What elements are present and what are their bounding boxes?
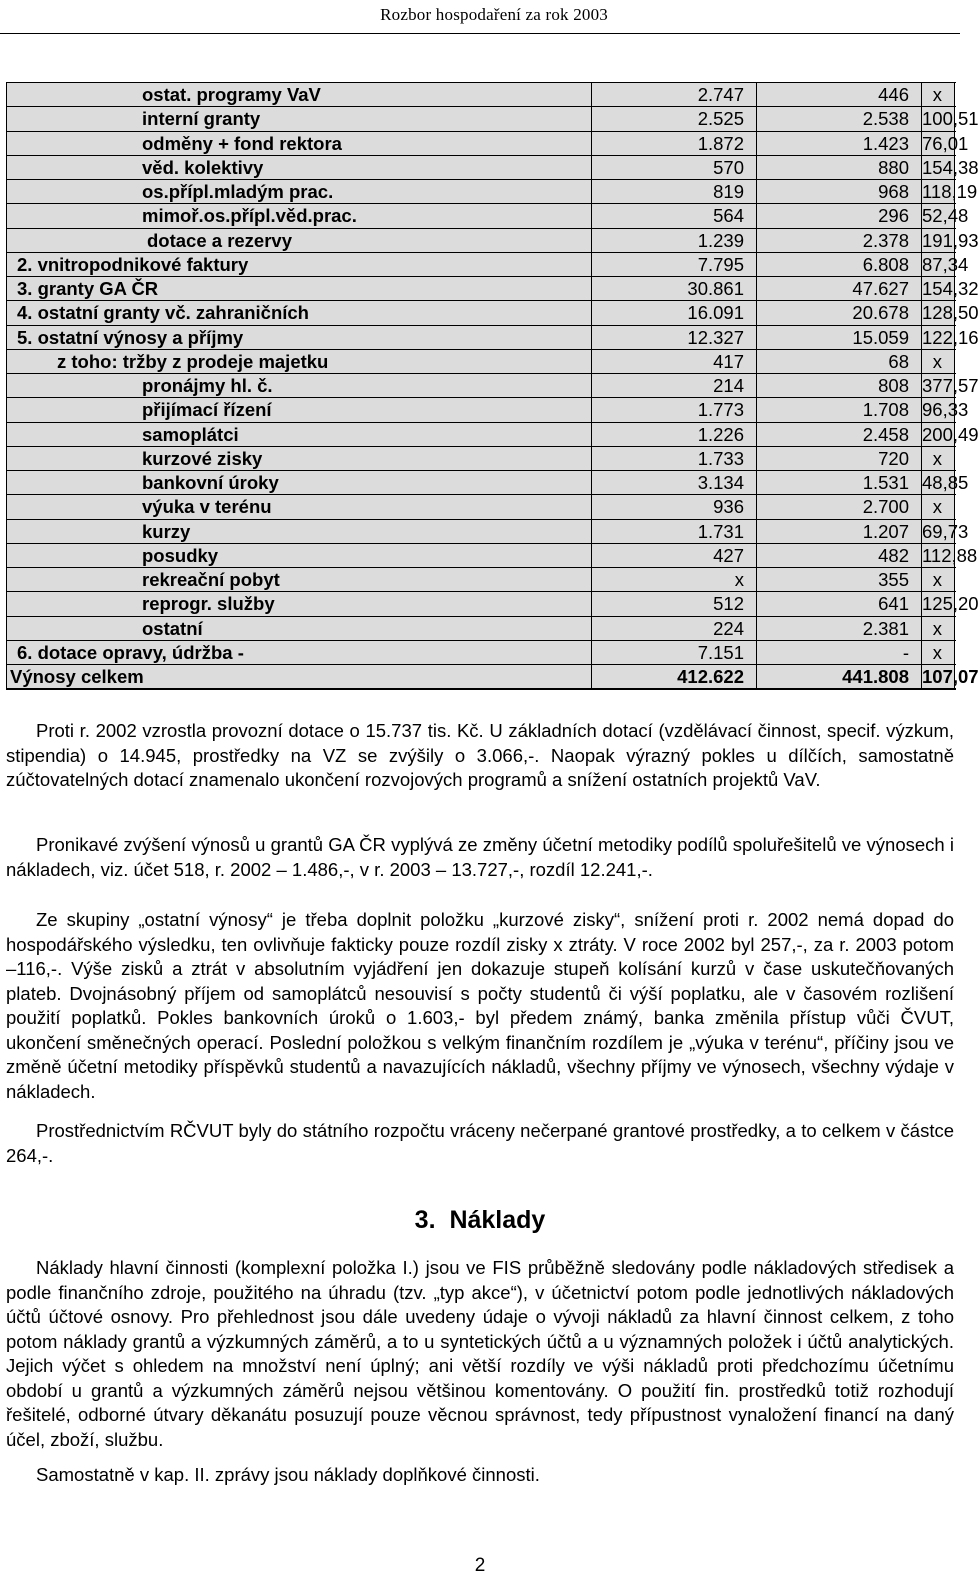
value-index: 154,32 [922,278,979,300]
section-title: Náklady [449,1206,546,1234]
value-index: x [922,83,955,107]
value-2003: 720 [757,446,922,470]
value-2002: x [592,568,757,592]
value-2002: 1.731 [592,519,757,543]
value-2002: 819 [592,180,757,204]
value-2003: 355 [757,568,922,592]
page-number: 2 [474,1555,486,1576]
value-2003: 2.378 [757,228,922,252]
value-index: 48,85 [922,472,969,494]
row-label: věd. kolektivy [7,155,592,179]
value-2003: 641 [757,592,922,616]
value-2003: 2.538 [757,107,922,131]
table-row [7,422,955,446]
value-index: 107,07 [922,665,955,690]
value-2002: 417 [592,349,757,373]
row-label: odměny + fond rektora [7,131,592,155]
value-2002: 2.747 [592,83,757,107]
row-label: 3. granty GA ČR [7,277,592,301]
row-label: 2. vnitropodnikové faktury [7,252,592,276]
row-label: 4. ostatní granty vč. zahraničních [7,301,592,325]
value-index: 154,38 [922,156,979,178]
row-label: dotace a rezervy [7,228,592,252]
row-label: pronájmy hl. č. [7,374,592,398]
value-2002: 427 [592,543,757,567]
paragraph-ostatni-vynosy: Ze skupiny „ostatní výnosy“ je třeba doplnit položku „kurzové zisky“, snížení proti r. 2002 nemá dopad do hospodářského výsledku, ten ovlivňuje fakticky pouze rozdíl zisky x ztráty. V roce 2002 byl 257,-, za r. 2003 potom –116,-. Výše zisků a ztrát v absolutním vyjádření jen dokazuje stupeň kolísání kurzů v čase uskutečňovaných plateb. Dvojnásobný příjem od samoplátců nesouvisí s počty studentů či výší poplatku, ale v časovém rozlišení použití poplatků. Pokles bankovních úroků o 1.603,- byl předem známý, banka změnila přístup vůči ČVUT, ukončení směnečných operací. Poslední položkou s velkým finančním rozdílem je „výuka v terénu“, příčiny jsou ve změně účetní metodiky příspěvků studentů a navazujících nákladů, všechny příjmy ve výnosech, všechny výdaje v nákladech. [6,909,954,1102]
value-2002: 224 [592,616,757,640]
row-label: 6. dotace opravy, údržba - [7,640,592,664]
value-index: 52,48 [922,205,969,227]
value-2002: 564 [592,204,757,228]
value-2003: 1.423 [757,131,922,155]
value-2003: 15.059 [757,325,922,349]
value-index: x [922,446,955,470]
value-2002: 1.733 [592,446,757,470]
section-heading [0,1206,960,1235]
value-2003: 2.458 [757,422,922,446]
section-number: 3. [414,1206,436,1234]
row-label: kurzové zisky [7,446,592,470]
value-2003: 2.700 [757,495,922,519]
value-2002: 16.091 [592,301,757,325]
row-label: z toho: tržby z prodeje majetku [7,349,592,373]
value-2003: 968 [757,180,922,204]
value-index: 377,57 [922,375,979,397]
table-row [7,301,955,325]
value-2002: 3.134 [592,471,757,495]
value-2002: 30.861 [592,277,757,301]
value-index: 118,19 [922,181,978,203]
value-2003: 880 [757,155,922,179]
row-label: bankovní úroky [7,471,592,495]
value-2003: 68 [757,349,922,373]
value-index: x [922,495,955,519]
value-2003: 1.207 [757,519,922,543]
row-label: kurzy [7,519,592,543]
page-header [0,0,960,40]
table-row [7,83,955,107]
paragraph-doplnkova: Samostatně v kap. II. zprávy jsou náklady doplňkové činnosti. [36,1464,540,1485]
revenue-table [6,82,979,690]
table-row [7,519,955,543]
row-label: přijímací řízení [7,398,592,422]
table-row [7,107,955,131]
paragraph-granty-ga: Pronikavé zvýšení výnosů u grantů GA ČR vyplývá ze změny účetní metodiky podílů spoluřešitelů ve výnosech i nákladech, viz. účet 518, r. 2002 – 1.486,-, v r. 2003 – 13.727,-, rozdíl 12.241,-. [6,834,954,880]
value-2003: 441.808 [757,665,922,690]
table-row [7,228,955,252]
value-2002: 936 [592,495,757,519]
row-label: 5. ostatní výnosy a příjmy [7,325,592,349]
row-label: posudky [7,543,592,567]
value-2002: 1.773 [592,398,757,422]
value-2002: 1.226 [592,422,757,446]
value-2003: - [757,640,922,664]
table-total-row [7,665,955,690]
value-2002: 1.239 [592,228,757,252]
value-index: 128,50 [922,302,979,324]
value-index: 125,20 [922,593,979,615]
table-row [7,155,955,179]
row-label: rekreační pobyt [7,568,592,592]
value-index: 87,34 [922,253,969,275]
table-row [7,277,955,301]
table-row [7,592,955,616]
value-2003: 2.381 [757,616,922,640]
table-row [7,131,955,155]
table-row [7,252,955,276]
value-2002: 412.622 [592,665,757,690]
value-2002: 512 [592,592,757,616]
row-label: ostat. programy VaV [7,83,592,107]
row-label: ostatní [7,616,592,640]
value-2003: 20.678 [757,301,922,325]
row-label: interní granty [7,107,592,131]
value-2002: 2.525 [592,107,757,131]
value-2003: 808 [757,374,922,398]
value-2003: 296 [757,204,922,228]
value-2003: 1.708 [757,398,922,422]
table-row [7,471,955,495]
value-2003: 446 [757,83,922,107]
row-label: samoplátci [7,422,592,446]
value-index: x [922,616,955,640]
header-rule [0,33,960,34]
row-label: Výnosy celkem [7,665,592,690]
table-row [7,180,955,204]
table-row [7,398,955,422]
value-index: 96,33 [922,399,969,421]
value-index: 191,93 [922,229,979,251]
value-2002: 214 [592,374,757,398]
value-2002: 7.795 [592,252,757,276]
value-index: 122,16 [922,326,979,348]
table-row [7,349,955,373]
value-index: 69,73 [922,520,969,542]
value-index: x [922,349,955,373]
value-2002: 570 [592,155,757,179]
value-2002: 12.327 [592,325,757,349]
paragraph-dotace: Proti r. 2002 vzrostla provozní dotace o 15.737 tis. Kč. U základních dotací (vzdělávací činnost, specif. výzkum, stipendia) o 14.945, prostředky na VZ se zvýšily o 3.066,-. Naopak výrazný pokles u dílčích, samostatně zúčtovatelných dotací znamenalo ukončení rozvojových programů a snížení ostatních projektů VaV. [6,720,954,790]
value-2002: 7.151 [592,640,757,664]
value-2003: 47.627 [757,277,922,301]
table-row [7,616,955,640]
value-2002: 1.872 [592,131,757,155]
table-row [7,543,955,567]
row-label: výuka v terénu [7,495,592,519]
table-row [7,325,955,349]
paragraph-rcvut: Prostřednictvím RČVUT byly do státního rozpočtu vráceny nečerpané grantové prostředky, a to celkem v částce 264,-. [6,1120,954,1166]
value-index: x [922,640,955,664]
paragraph-naklady: Náklady hlavní činnosti (komplexní položka I.) jsou ve FIS průběžně sledovány podle nákladových středisek a podle finančního zdroje, použitého na úhradu (tzv. „typ akce“), v účetnictví potom podle jednotlivých nákladových účtů účtové osnovy. Pro přehlednost jsou dále uvedeny údaje o vývoji nákladů za hlavní činnost celkem, z toho potom náklady grantů a výzkumných záměrů, a to u syntetických účtů a u významných položek i účtů analytických. Jejich výčet s ohledem na množství není úplný; ani větší rozdíly ve výši nákladů proti předchozímu účetnímu období u grantů a výzkumných záměrů nejsou většinou komentovány. O použití fin. prostředků totiž rozhodují řešitelé, odborné útvary děkanátu posuzují pouze věcnou správnost, tedy přípustnost vynaložení financí na daný účel, zboží, službu. [6,1257,954,1450]
row-label: mimoř.os.přípl.věd.prac. [7,204,592,228]
row-label: reprogr. služby [7,592,592,616]
value-2003: 482 [757,543,922,567]
value-2003: 6.808 [757,252,922,276]
row-label: os.přípl.mladým prac. [7,180,592,204]
table-row [7,446,955,470]
value-index: 112,88 [922,544,978,566]
value-index: 76,01 [922,132,969,154]
table-row [7,568,955,592]
table-row [7,640,955,664]
table-row [7,374,955,398]
value-index: 200,49 [922,423,979,445]
table-row [7,495,955,519]
value-index: 100,51 [922,108,979,130]
value-index: x [922,568,955,592]
revenue-table-body [7,83,979,690]
table-row [7,204,955,228]
value-2003: 1.531 [757,471,922,495]
header-title: Rozbor hospodaření za rok 2003 [380,5,608,24]
